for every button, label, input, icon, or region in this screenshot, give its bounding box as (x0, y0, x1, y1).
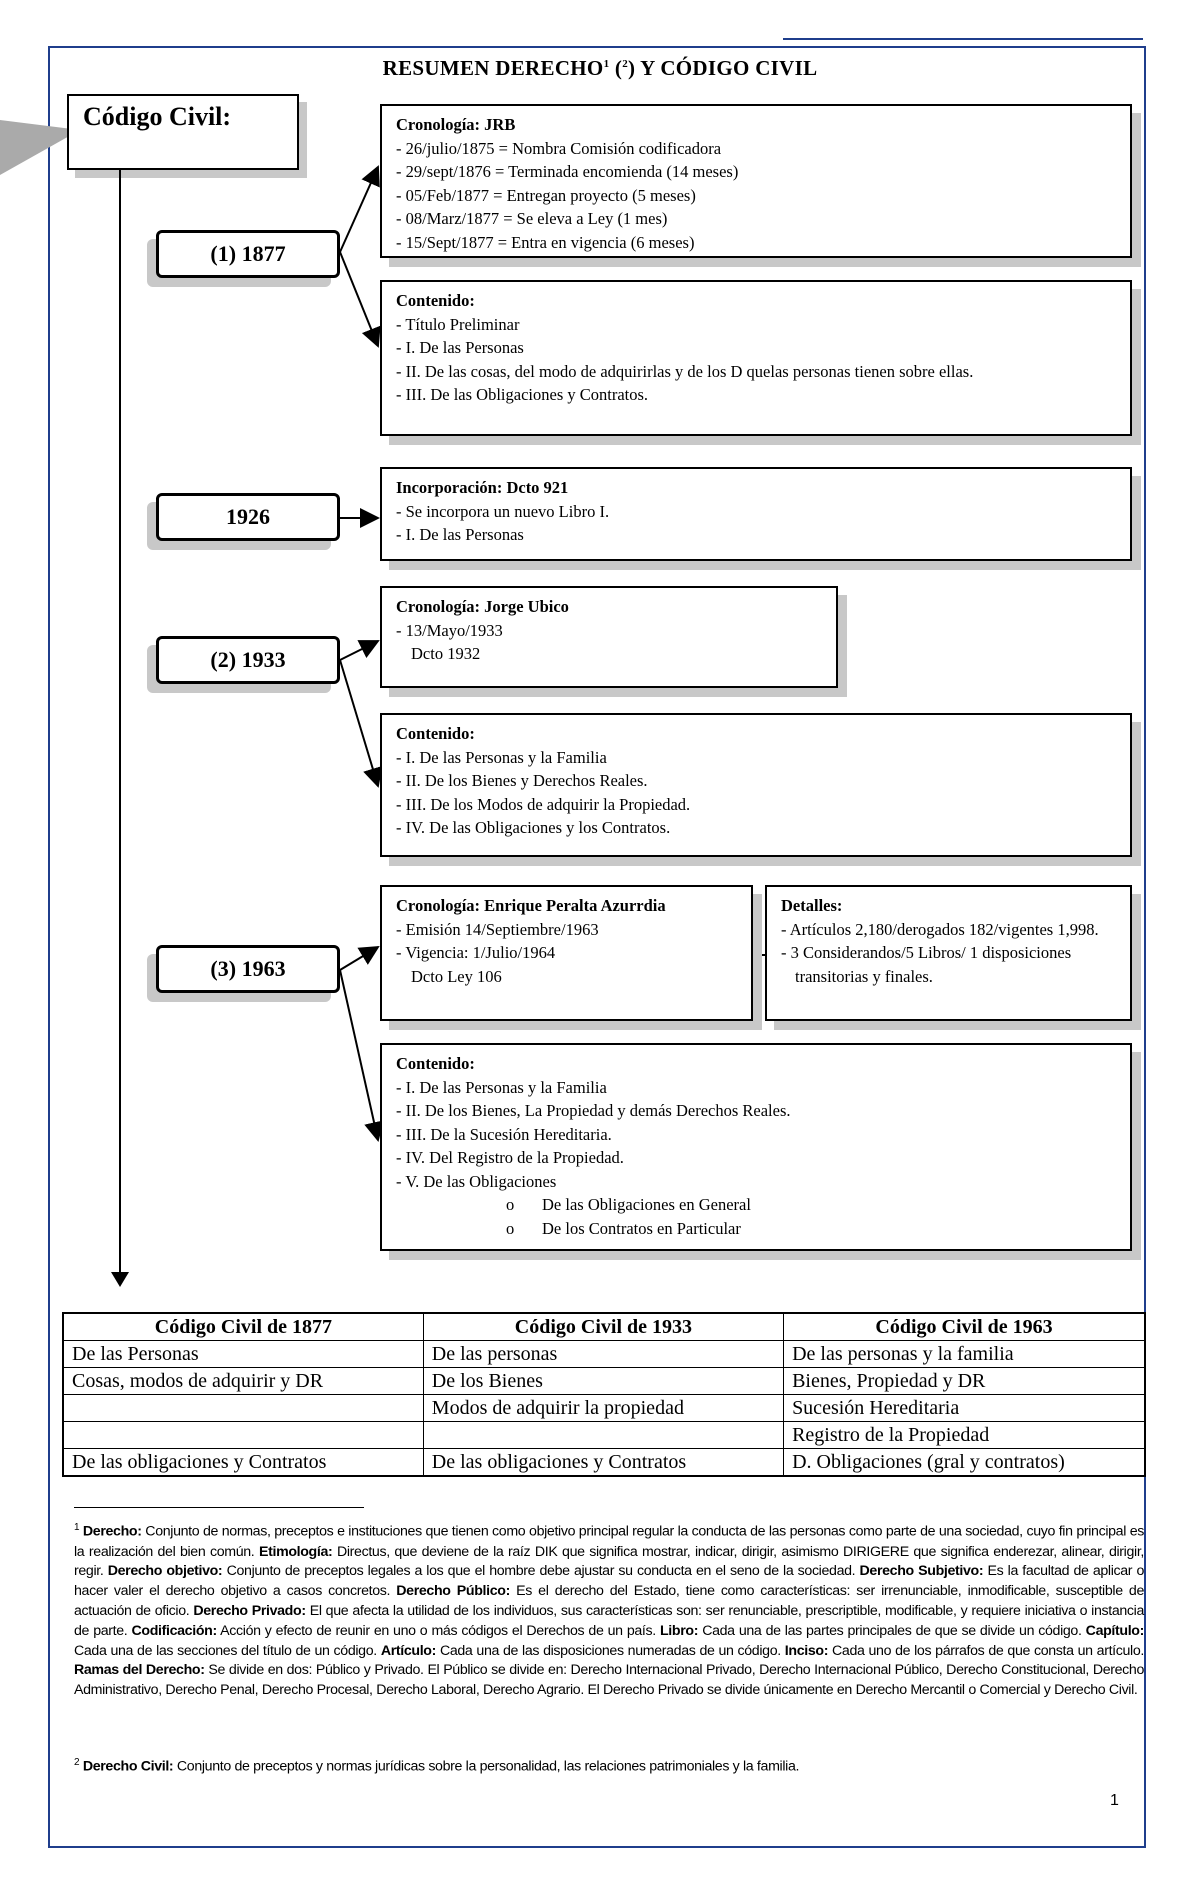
box-1926-incorporacion (380, 467, 1132, 561)
comparison-table (62, 1312, 1146, 1477)
heading: Contenido: (396, 1054, 475, 1073)
list-item: - II. De los Bienes y Derechos Reales. (396, 769, 1116, 793)
table-cell: D. Obligaciones (gral y contratos) (784, 1449, 1145, 1477)
column-header: Código Civil de 1933 (423, 1313, 783, 1341)
page-number: 1 (1110, 1792, 1119, 1809)
heading: Cronología: JRB (396, 115, 516, 134)
table-cell (63, 1395, 423, 1422)
list-item: - II. De las cosas, del modo de adquirirlas y de los D quelas personas tienen sobre ellas. (396, 360, 1116, 384)
list-item: - 29/sept/1876 = Terminada encomienda (14 meses) (396, 160, 1116, 184)
heading: Contenido: (396, 291, 475, 310)
list-item: - 05/Feb/1877 = Entregan proyecto (5 meses) (396, 184, 1116, 208)
heading: Cronología: Jorge Ubico (396, 597, 569, 616)
list-item: - IV. Del Registro de la Propiedad. (396, 1146, 1116, 1170)
list-item: - I. De las Personas y la Familia (396, 746, 1116, 770)
list-item-continuation: Dcto 1932 (411, 644, 481, 663)
arrow-1877-cron (340, 167, 378, 252)
table-cell: De las personas y la familia (784, 1341, 1145, 1368)
box-1877-cronologia (380, 104, 1132, 258)
table-cell: Registro de la Propiedad (784, 1422, 1145, 1449)
year-1877: (1) 1877 (156, 230, 340, 278)
table-header-row (63, 1313, 1145, 1341)
box-1963-contenido (380, 1043, 1132, 1251)
list-item-continuation: Dcto Ley 106 (411, 966, 502, 986)
arrow-1933-cron (340, 641, 378, 660)
list-item: - I. De las Personas (396, 523, 1116, 547)
arrow-1933-cont (340, 660, 378, 786)
footnote-1: $^1$ Derecho: Conjunto de normas, preceptos e instituciones que tienen como objetivo principal regular la conducta de las personas como parte de una sociedad, cuyo fin principal es la realización del bien común. Etimología: Directus, que deviene de la raíz DIK que significa mostrar, indicar, dirigir, asimismo DIRIGERE que significa enderezar, alinear, dirigir, regir. Derecho objetivo: Conjunto de preceptos legales a los que el hombre debe ajustar su conducta en el seno de la sociedad. Derecho Subjetivo: Es la facultad de aplicar o hacer valer el derecho objetivo a casos concretos. Derecho Público: Es el derecho del Estado, tiene como características: ser irrenunciable, inmodificable, susceptible de actuación de oficio. Derecho Privado: El que afecta la utilidad de los individuos, sus características son: ser renunciable, prescriptible, modificable, y requiere iniciativa o instancia de parte. Codificación: Acción y efecto de reunir en uno o más códigos el Derechos de un país. Libro: Cada una de las partes principales de que se divide un código. Capítulo: Cada una de las secciones del título de un código. Artículo: Cada una de las disposiciones numeradas de un código. Inciso: Cada uno de los párrafos de que consta un artículo. Ramas del Derecho: Se divide en dos: Público y Privado. El Público se divide en: Derecho Internacional Privado, Derecho Internacional Público, Derecho Constitucional, Derecho Administrativo, Derecho Penal, Derecho Procesal, Derecho Laboral, Derecho Agrario. El Derecho Privado se divide únicamente en Derecho Mercantil o Comercial y Derecho Civil. (74, 1522, 1144, 1699)
heading: Contenido: (396, 724, 475, 743)
box-1963-cronologia (380, 885, 753, 1021)
page-title: RESUMEN DERECHO$^1$ ($^2$) Y CÓDIGO CIVIL (382, 56, 818, 80)
sub-list-item: o De los Contratos en Particular (396, 1217, 1116, 1241)
list-item: - V. De las Obligaciones (396, 1170, 1116, 1194)
table-cell (63, 1422, 423, 1449)
list-item: - III. De las Obligaciones y Contratos. (396, 383, 1116, 407)
list-item: - Se incorpora un nuevo Libro I. (396, 500, 1116, 524)
list-item: - III. De los Modos de adquirir la Propiedad. (396, 793, 1116, 817)
table-cell: De las obligaciones y Contratos (423, 1449, 783, 1477)
codigo-civil-label: Código Civil: (83, 102, 232, 131)
table-cell: De las Personas (63, 1341, 423, 1368)
list-item: - Título Preliminar (396, 313, 1116, 337)
table-cell: De las personas (423, 1341, 783, 1368)
table-cell: Modos de adquirir la propiedad (423, 1395, 783, 1422)
table-row (63, 1395, 1145, 1422)
list-item: - II. De los Bienes, La Propiedad y demás Derechos Reales. (396, 1099, 1116, 1123)
box-1933-contenido (380, 713, 1132, 857)
table-row (63, 1368, 1145, 1395)
box-1963-detalles (765, 885, 1132, 1021)
year-1926: 1926 (156, 493, 340, 541)
list-item: - Vigencia: 1/Julio/1964 (396, 941, 737, 965)
footnote-separator (74, 1507, 364, 1508)
table-row (63, 1341, 1145, 1368)
list-item: - Emisión 14/Septiembre/1963 (396, 918, 737, 942)
table-cell: De las obligaciones y Contratos (63, 1449, 423, 1477)
list-item: - 15/Sept/1877 = Entra en vigencia (6 meses) (396, 231, 1116, 255)
arrow-1963-cont (340, 970, 378, 1140)
year-1933: (2) 1933 (156, 636, 340, 684)
list-item: - I. De las Personas (396, 336, 1116, 360)
table-cell: Cosas, modos de adquirir y DR (63, 1368, 423, 1395)
heading: Incorporación: Dcto 921 (396, 478, 569, 497)
heading: Detalles: (781, 896, 843, 915)
list-item: - Artículos 2,180/derogados 182/vigentes 1,998. (781, 918, 1116, 942)
arrow-1963-cron (340, 947, 378, 970)
box-1877-contenido (380, 280, 1132, 436)
heading: Cronología: Enrique Peralta Azurrdia (396, 896, 666, 915)
table-cell: De los Bienes (423, 1368, 783, 1395)
list-item: - 3 Considerandos/5 Libros/ 1 disposiciones transitorias y finales. (781, 941, 1116, 988)
box-1933-cronologia (380, 586, 838, 688)
list-item: - 08/Marz/1877 = Se eleva a Ley (1 mes) (396, 207, 1116, 231)
table-cell: Bienes, Propiedad y DR (784, 1368, 1145, 1395)
column-header: Código Civil de 1963 (784, 1313, 1145, 1341)
table-row (63, 1422, 1145, 1449)
sub-list-item: o De las Obligaciones en General (396, 1193, 1116, 1217)
list-item: - I. De las Personas y la Familia (396, 1076, 1116, 1100)
arrow-1877-cont (340, 252, 378, 346)
table-cell (423, 1422, 783, 1449)
footnote-2: $^2$ Derecho Civil: Conjunto de preceptos y normas jurídicas sobre la personalidad, las relaciones patrimoniales y la familia. (74, 1757, 800, 1775)
list-item: - 26/julio/1875 = Nombra Comisión codificadora (396, 137, 1116, 161)
column-header: Código Civil de 1877 (63, 1313, 423, 1341)
list-item: - IV. De las Obligaciones y los Contratos. (396, 816, 1116, 840)
table-cell: Sucesión Hereditaria (784, 1395, 1145, 1422)
list-item: - III. De la Sucesión Hereditaria. (396, 1123, 1116, 1147)
list-item: - 13/Mayo/1933 (396, 619, 822, 643)
table-row (63, 1449, 1145, 1477)
year-1963: (3) 1963 (156, 945, 340, 993)
